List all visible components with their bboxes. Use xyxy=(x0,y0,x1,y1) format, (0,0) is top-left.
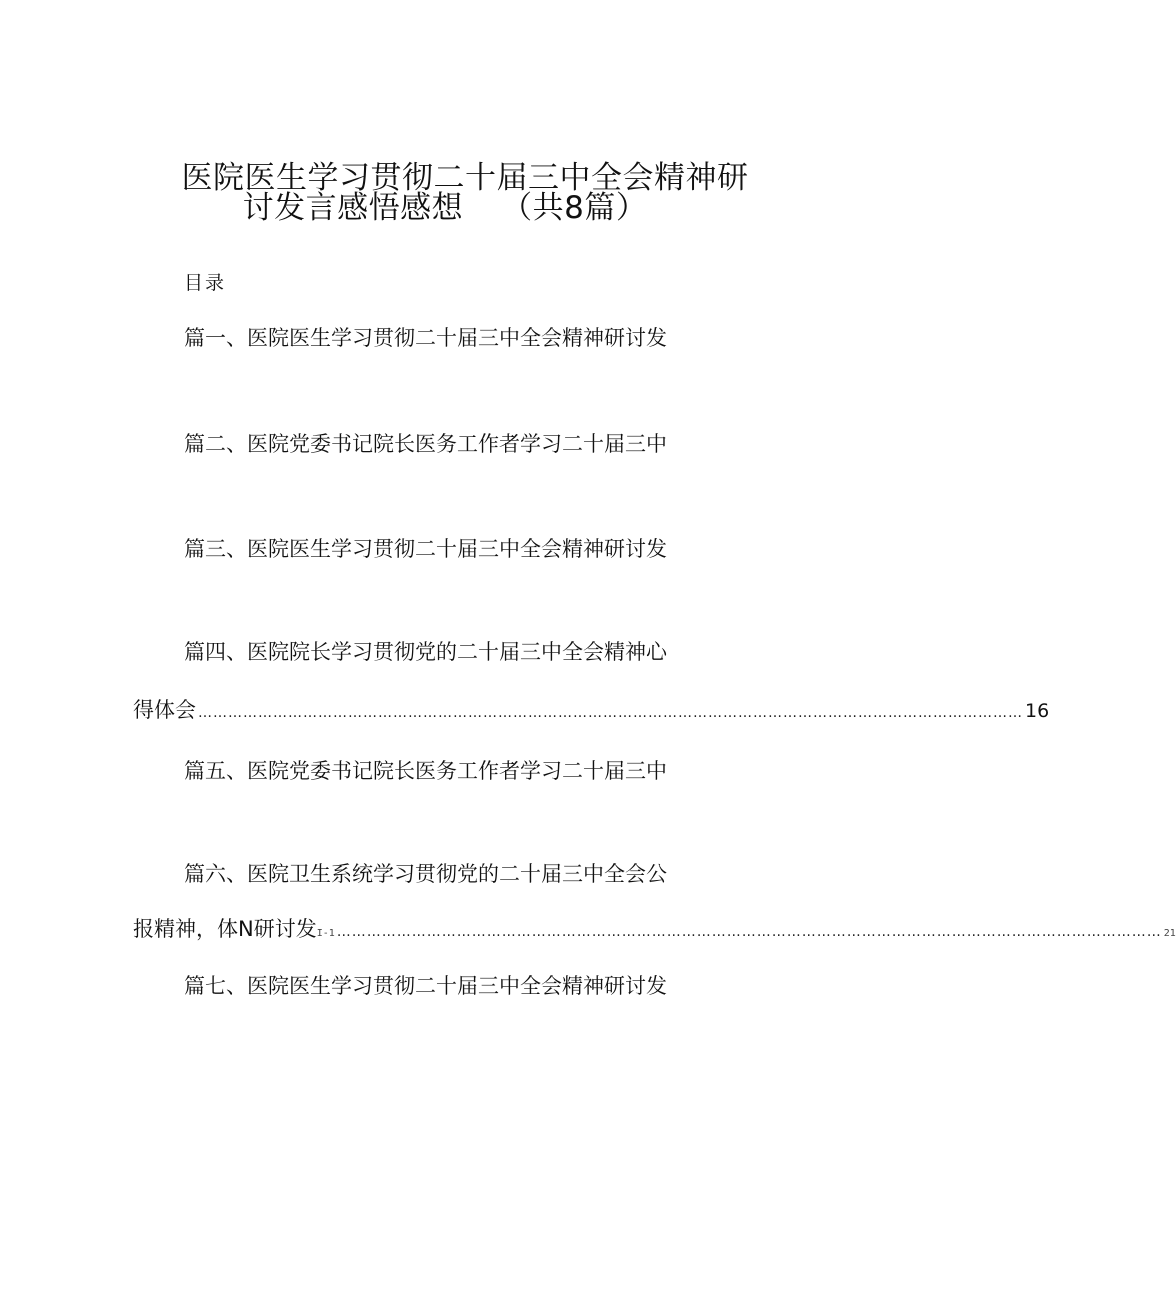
toc-entry-4[interactable]: 篇四、医院院长学习贯彻党的二十届三中全会精神心 xyxy=(184,640,667,664)
dot-leader: ………………………………………………………………………………………………………………………………………………… xyxy=(198,705,1023,721)
page-number: 21 xyxy=(1163,928,1176,939)
toc-heading: 目录 xyxy=(184,272,227,294)
toc-entry-6-cont-text: 报精神，体N研讨发 xyxy=(133,917,317,941)
toc-entry-6[interactable]: 篇六、医院卫生系统学习贯彻党的二十届三中全会公 xyxy=(184,862,667,886)
toc-entry-4-cont-text: 得体会 xyxy=(133,698,196,722)
document-title-main: 讨发言感悟感想 xyxy=(242,190,464,226)
dot-leader: ………………………………………………………………………………………………………………………………………………… xyxy=(336,924,1162,940)
toc-entry-2[interactable]: 篇二、医院党委书记院长医务工作者学习二十届三中 xyxy=(184,432,667,456)
toc-entry-4-continuation[interactable] xyxy=(133,694,1050,724)
document-title-line-2 xyxy=(0,182,905,227)
document-title-count: （共8篇） xyxy=(501,190,648,226)
toc-entry-1[interactable]: 篇一、医院医生学习贯彻二十届三中全会精神研讨发 xyxy=(184,326,667,350)
toc-entry-7[interactable]: 篇七、医院医生学习贯彻二十届三中全会精神研讨发 xyxy=(184,974,667,998)
document-title-line-1: 医院医生学习贯彻二十届三中全会精神研 xyxy=(181,160,749,196)
page-number: 16 xyxy=(1025,700,1050,722)
toc-entry-5[interactable]: 篇五、医院党委书记院长医务工作者学习二十届三中 xyxy=(184,759,667,783)
toc-entry-6-continuation[interactable] xyxy=(133,913,1176,943)
field-code-note: I-1 xyxy=(316,928,335,939)
toc-entry-3[interactable]: 篇三、医院医生学习贯彻二十届三中全会精神研讨发 xyxy=(184,537,667,561)
